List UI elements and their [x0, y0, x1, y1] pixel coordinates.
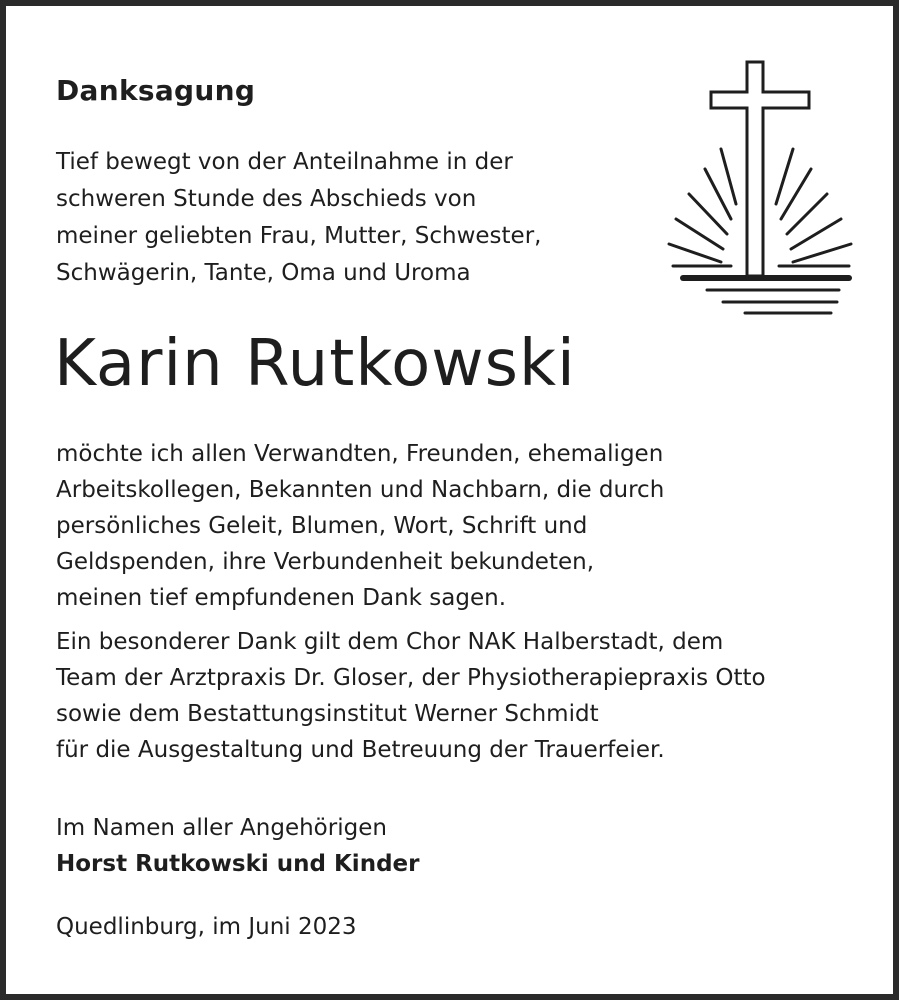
intro-line: Tief bewegt von der Anteilnahme in der	[56, 149, 513, 175]
thanks-line: Arbeitskollegen, Bekannten und Nachbarn, die durch	[56, 477, 665, 503]
special-thanks-line: Team der Arztpraxis Dr. Gloser, der Physiotherapiepraxis Otto	[56, 665, 766, 691]
closing-intro: Im Namen aller Angehörigen	[56, 815, 387, 841]
special-thanks-paragraph	[56, 624, 766, 768]
special-thanks-line: Ein besonderer Dank gilt dem Chor NAK Halberstadt, dem	[56, 629, 724, 655]
deceased-name: Karin Rutkowski	[54, 327, 576, 401]
intro-text	[56, 144, 541, 292]
special-thanks-line: sowie dem Bestattungsinstitut Werner Schmidt	[56, 701, 599, 727]
special-thanks-line: für die Ausgestaltung und Betreuung der Trauerfeier.	[56, 737, 665, 763]
thanks-line: möchte ich allen Verwandten, Freunden, ehemaligen	[56, 441, 664, 467]
thanks-paragraph	[56, 436, 664, 616]
thanks-line: Geldspenden, ihre Verbundenheit bekundeten,	[56, 549, 595, 575]
signer-name: Horst Rutkowski und Kinder	[56, 851, 420, 877]
place-date: Quedlinburg, im Juni 2023	[56, 914, 357, 940]
intro-line: schweren Stunde des Abschieds von	[56, 186, 477, 212]
cross-sunrise-icon	[661, 54, 861, 326]
closing-block	[56, 810, 419, 882]
intro-line: meiner geliebten Frau, Mutter, Schwester,	[56, 223, 542, 249]
thanks-line: persönliches Geleit, Blumen, Wort, Schrift und	[56, 513, 588, 539]
intro-line: Schwägerin, Tante, Oma und Uroma	[56, 260, 471, 286]
notice-heading: Danksagung	[56, 74, 256, 107]
thanks-line: meinen tief empfundenen Dank sagen.	[56, 585, 507, 611]
